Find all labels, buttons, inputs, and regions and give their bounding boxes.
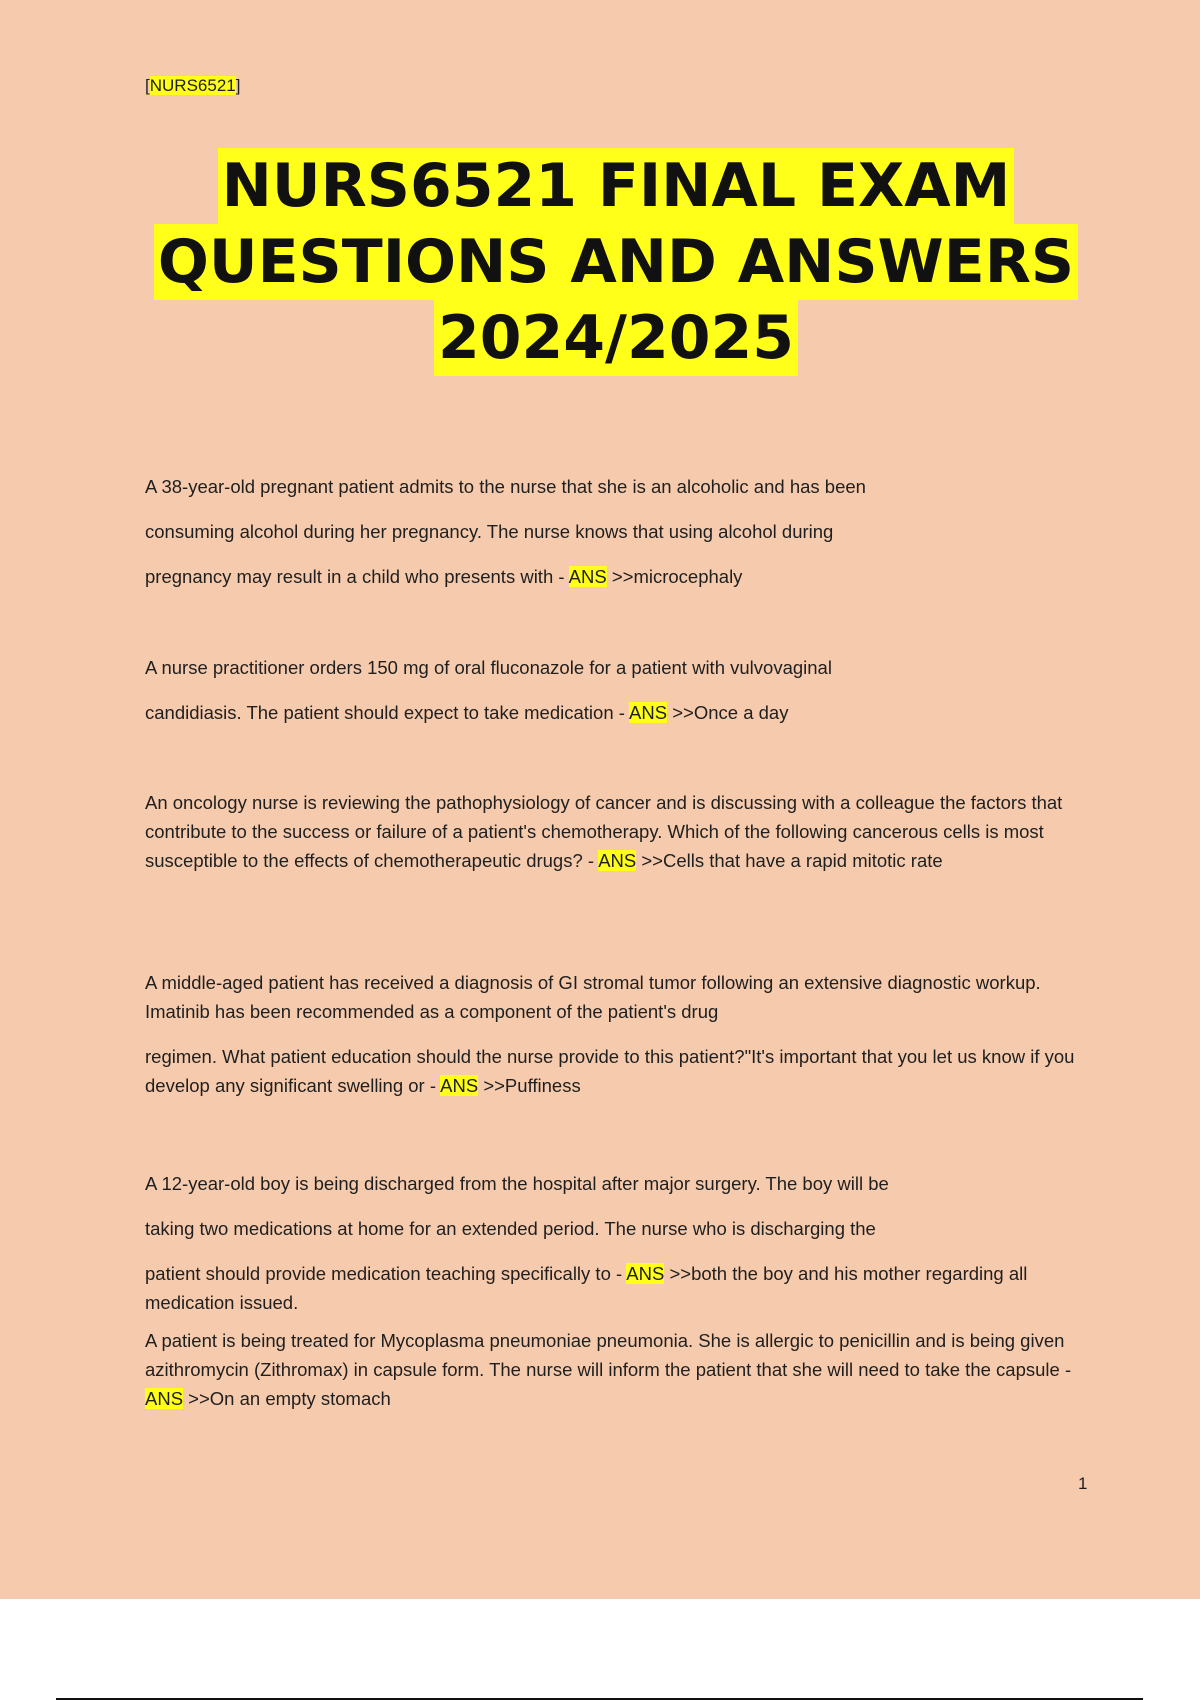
answer-marker: ANS: [440, 1075, 479, 1096]
qa-item-5: [145, 1161, 1085, 1317]
question-line: A middle-aged patient has received a diagnosis of GI stromal tumor following an extensive diagnostic workup. Imatinib has been recommended as a component of the patient's drug: [145, 972, 1041, 1022]
question-line: A nurse practitioner orders 150 mg of oral fluconazole for a patient with vulvovaginal: [145, 657, 832, 678]
question-text: regimen. What patient education should the nurse provide to this patient?"It's important that you let us know if you develop any significant swelling or -: [145, 1046, 1075, 1096]
answer-marker: ANS: [629, 702, 668, 723]
question-line: consuming alcohol during her pregnancy. The nurse knows that using alcohol during: [145, 521, 834, 542]
answer-text: >>microcephaly: [606, 566, 743, 587]
question-line: [145, 1259, 1085, 1317]
question-line: [145, 554, 1085, 599]
question-line: taking two medications at home for an extended period. The nurse who is discharging the: [145, 1218, 876, 1239]
title-line-3: 2024/2025: [434, 300, 798, 376]
course-header-tag: [NURS6521]: [145, 76, 241, 95]
answer-marker: ANS: [568, 566, 607, 587]
answer-marker: ANS: [626, 1263, 665, 1284]
answer-marker: ANS: [145, 1388, 184, 1409]
question-line: [145, 1326, 1085, 1413]
qa-item-6: [145, 1326, 1085, 1413]
question-text: pregnancy may result in a child who presents with -: [145, 566, 569, 587]
title-line-1: NURS6521 FINAL EXAM: [218, 148, 1015, 224]
question-line: [145, 788, 1085, 875]
question-text: A patient is being treated for Mycoplasma pneumoniae pneumonia. She is allergic to penicillin and is being given azithromycin (Zithromax) in capsule form. The nurse will inform the patient that she will need to take the capsule -: [145, 1330, 1072, 1380]
answer-text: >>both the boy and his mother regarding all medication issued.: [145, 1263, 1028, 1313]
question-text: patient should provide medication teaching specifically to -: [145, 1263, 627, 1284]
answer-text: >>Puffiness: [478, 1075, 581, 1096]
question-line: [145, 690, 1085, 735]
answer-marker: ANS: [598, 850, 637, 871]
title-line-2: QUESTIONS AND ANSWERS: [154, 224, 1078, 300]
answer-text: >>On an empty stomach: [183, 1388, 391, 1409]
question-line: [145, 1042, 1085, 1100]
answer-text: >>Once a day: [667, 702, 789, 723]
question-line: A 12-year-old boy is being discharged from the hospital after major surgery. The boy will be: [145, 1173, 889, 1194]
qa-item-3: [145, 788, 1085, 875]
qa-item-4: [145, 968, 1085, 1100]
course-tag-highlight: NURS6521: [149, 76, 236, 95]
question-text: candidiasis. The patient should expect to take medication -: [145, 702, 630, 723]
page-number: 1: [1078, 1474, 1088, 1493]
question-text: An oncology nurse is reviewing the pathophysiology of cancer and is discussing with a colleague the factors that contribute to the success or failure of a patient's chemotherapy. Which of the following cancerous cells is most susceptible to the effects of chemotherapeutic drugs? -: [145, 792, 1063, 871]
document-title: [0, 148, 1200, 376]
qa-item-1: [145, 464, 1085, 599]
qa-item-2: [145, 645, 1085, 735]
question-line: A 38-year-old pregnant patient admits to the nurse that she is an alcoholic and has been: [145, 476, 866, 497]
answer-text: >>Cells that have a rapid mitotic rate: [636, 850, 943, 871]
